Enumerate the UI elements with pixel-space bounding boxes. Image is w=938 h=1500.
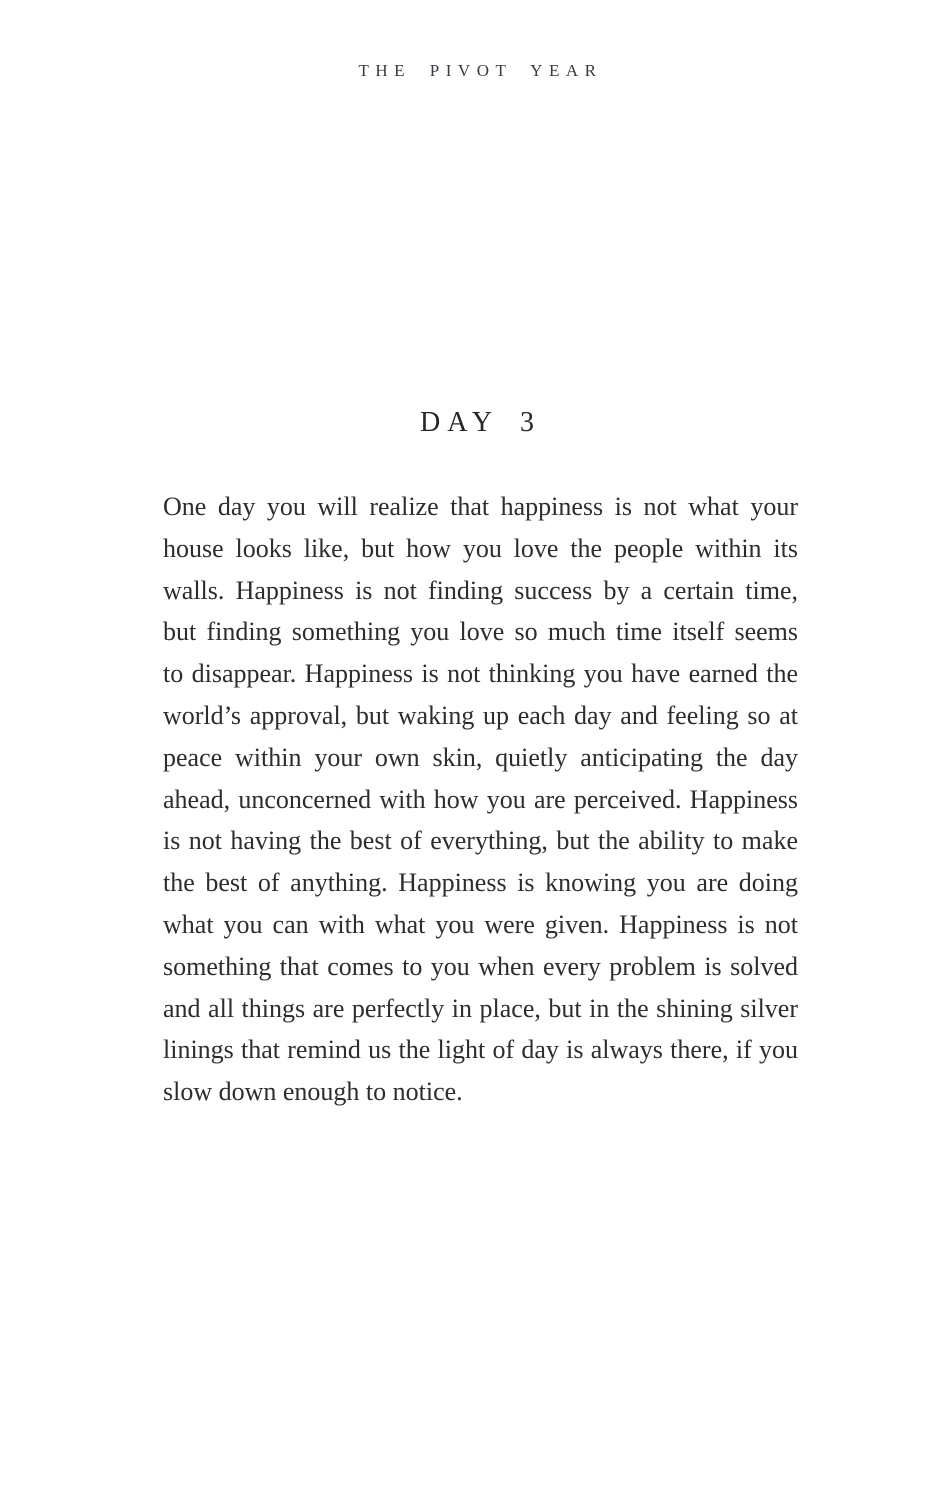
body-text-line: the best of anything. Happiness is knowing you are doing [163, 868, 798, 898]
body-text-line: and all things are perfectly in place, but in the shining silver [163, 993, 798, 1023]
day-heading: DAY 3 [419, 407, 542, 438]
body-text-line: One day you will realize that happiness is not what your [163, 492, 798, 521]
body-text-line: walls. Happiness is not finding success by a certain time, [163, 575, 798, 605]
body-text-line: is not having the best of everything, but the ability to make [163, 826, 798, 856]
body-text-line: house looks like, but how you love the people within its [163, 533, 798, 563]
body-text-line: what you can with what you were given. Happiness is not [163, 909, 798, 939]
body-text-line: to disappear. Happiness is not thinking you have earned the [163, 659, 798, 689]
body-text-line: something that comes to you when every problem is solved [163, 951, 798, 981]
body-text-line: peace within your own skin, quietly anticipating the day [163, 742, 798, 772]
body-text-line: ahead, unconcerned with how you are perceived. Happiness [163, 784, 798, 814]
body-text-line: linings that remind us the light of day is always there, if you [163, 1035, 798, 1065]
body-text-line: world’s approval, but waking up each day and feeling so at [163, 700, 798, 730]
body-text-line: slow down enough to notice. [163, 1077, 463, 1107]
running-header-book-title: THE PIVOT YEAR [358, 61, 603, 80]
body-text [163, 486, 798, 1113]
body-text-line: but finding something you love so much time itself seems [163, 617, 798, 647]
